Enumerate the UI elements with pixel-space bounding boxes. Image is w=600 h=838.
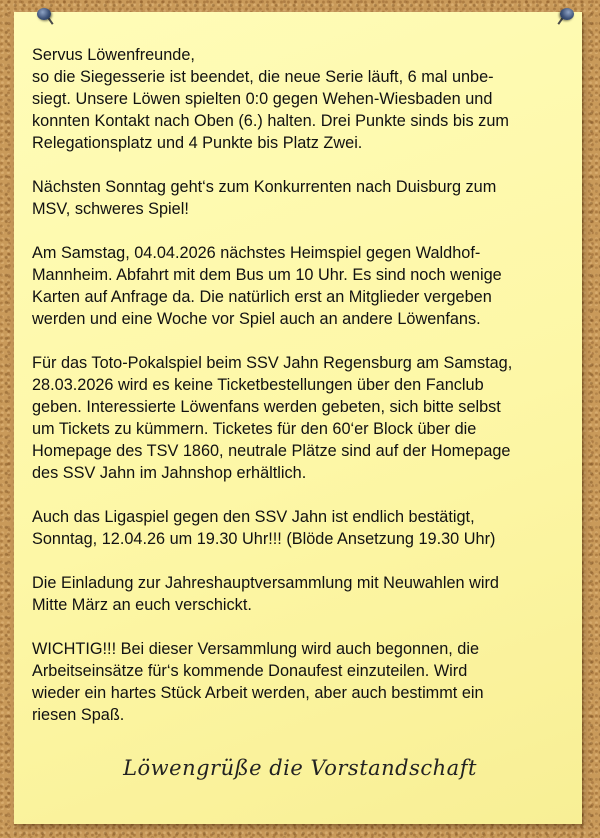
text-line: wieder ein hartes Stück Arbeit werden, aber auch bestimmt ein — [32, 684, 484, 702]
text-line: 28.03.2026 wird es keine Ticketbestellungen über den Fanclub — [32, 376, 484, 394]
paragraph-next-match — [32, 176, 564, 220]
paragraph-league-match — [32, 506, 564, 550]
text-line: Mitte März an euch verschickt. — [32, 596, 252, 614]
text-line: um Tickets zu kümmern. Ticketes für den 60‘er Block über die — [32, 420, 477, 438]
text-line: riesen Spaß. — [32, 706, 125, 724]
paragraph-annual-meeting — [32, 572, 564, 616]
text-line: Relegationsplatz und 4 Punkte bis Platz Zwei. — [32, 134, 363, 152]
paragraph-cup-match — [32, 352, 564, 484]
paragraph-greeting — [32, 44, 564, 154]
text-line: siegt. Unsere Löwen spielten 0:0 gegen Wehen-Wiesbaden und — [32, 90, 493, 108]
text-line: werden und eine Woche vor Spiel auch an andere Löwenfans. — [32, 310, 481, 328]
signature: Löwengrüße die Vorstandschaft — [123, 756, 477, 780]
text-line: des SSV Jahn im Jahnshop erhältlich. — [32, 464, 307, 482]
text-line: Am Samstag, 04.04.2026 nächstes Heimspiel gegen Waldhof- — [32, 244, 481, 262]
text-line: Sonntag, 12.04.26 um 19.30 Uhr!!! (Blöde Ansetzung 19.30 Uhr) — [32, 530, 496, 548]
push-pin-icon — [34, 6, 54, 26]
text-line: so die Siegesserie ist beendet, die neue Serie läuft, 6 mal unbe- — [32, 68, 494, 86]
text-line: Mannheim. Abfahrt mit dem Bus um 10 Uhr. Es sind noch wenige — [32, 266, 502, 284]
note-text — [32, 44, 564, 748]
paragraph-important — [32, 638, 564, 726]
text-line: geben. Interessierte Löwenfans werden gebeten, sich bitte selbst — [32, 398, 501, 416]
text-line: Auch das Ligaspiel gegen den SSV Jahn ist endlich bestätigt, — [32, 508, 475, 526]
text-line: Karten auf Anfrage da. Die natürlich erst an Mitglieder vergeben — [32, 288, 492, 306]
text-line: Für das Toto-Pokalspiel beim SSV Jahn Regensburg am Samstag, — [32, 354, 513, 372]
text-line: Servus Löwenfreunde, — [32, 46, 195, 64]
text-line: WICHTIG!!! Bei dieser Versammlung wird auch begonnen, die — [32, 640, 480, 658]
text-line: konnten Kontakt nach Oben (6.) halten. Drei Punkte sinds bis zum — [32, 112, 509, 130]
text-line: Homepage des TSV 1860, neutrale Plätze sind auf der Homepage — [32, 442, 511, 460]
text-line: Nächsten Sonntag geht‘s zum Konkurrenten nach Duisburg zum — [32, 178, 497, 196]
paragraph-home-match — [32, 242, 564, 330]
push-pin-icon — [557, 6, 577, 26]
text-line: MSV, schweres Spiel! — [32, 200, 189, 218]
text-line: Die Einladung zur Jahreshauptversammlung mit Neuwahlen wird — [32, 574, 499, 592]
text-line: Arbeitseinsätze für‘s kommende Donaufest einzuteilen. Wird — [32, 662, 468, 680]
